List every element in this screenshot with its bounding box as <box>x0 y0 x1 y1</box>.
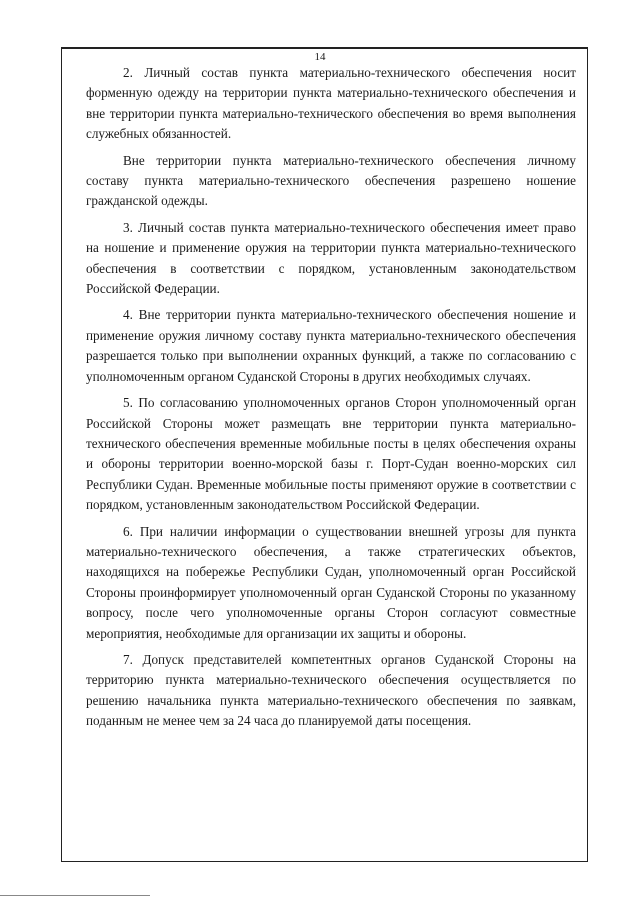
document-body <box>86 63 576 732</box>
paragraph-item-4: 4. Вне территории пункта материально-технического обеспечения ношение и применение оружия личному составу пункта материально-технического обеспечения разрешается только при выполнении охранных функций, а также по согласованию с уполномоченным органом Суданской Стороны в других необходимых случаях. <box>86 307 576 384</box>
paragraph-item-6: 6. При наличии информации о существовании внешней угрозы для пункта материально-технического обеспечения, а также стратегических объектов, находящихся на побережье Республики Судан, уполномоченный орган Российской Стороны проинформирует уполномоченный орган Суданской Стороны по указанному вопросу, после чего уполномоченные органы Сторон согласуют совместные мероприятия, необходимые для организации их защиты и обороны. <box>86 523 576 641</box>
paragraph-item-7: 7. Допуск представителей компетентных органов Суданской Стороны на территорию пункта материально-технического обеспечения осуществляется по решению начальника пункта материально-технического обеспечения по заявкам, поданным не менее чем за 24 часа до планируемой даты посещения. <box>86 651 576 729</box>
paragraph-item-2: 2. Личный состав пункта материально-технического обеспечения носит форменную одежду на территории пункта материально-технического обеспечения и вне территории пункта материально-технического обеспечения во время выполнения служебных обязанностей. <box>86 65 576 142</box>
paragraph-item-3: 3. Личный состав пункта материально-технического обеспечения имеет право на ношение и применение оружия на территории пункта материально-технического обеспечения в соответствии с порядком, установленным законодательством Российской Федерации. <box>86 219 576 297</box>
scan-edge-mark <box>0 895 150 896</box>
paragraph-item-5: 5. По согласованию уполномоченных органов Сторон уполномоченный орган Российской Стороны может размещать вне территории пункта материально-технического обеспечения временные мобильные посты в целях обеспечения охраны и обороны территории военно-морской базы г. Порт-Судан военно-морских сил Республики Судан. Временные мобильные посты применяют оружие в соответствии с порядком, установленным законодательством Российской Федерации. <box>86 395 576 513</box>
paragraph-civilian-clothing: Вне территории пункта материально-технического обеспечения личному составу пункта материально-технического обеспечения разрешено ношение гражданской одежды. <box>86 152 576 209</box>
page-number: 14 <box>314 51 326 63</box>
